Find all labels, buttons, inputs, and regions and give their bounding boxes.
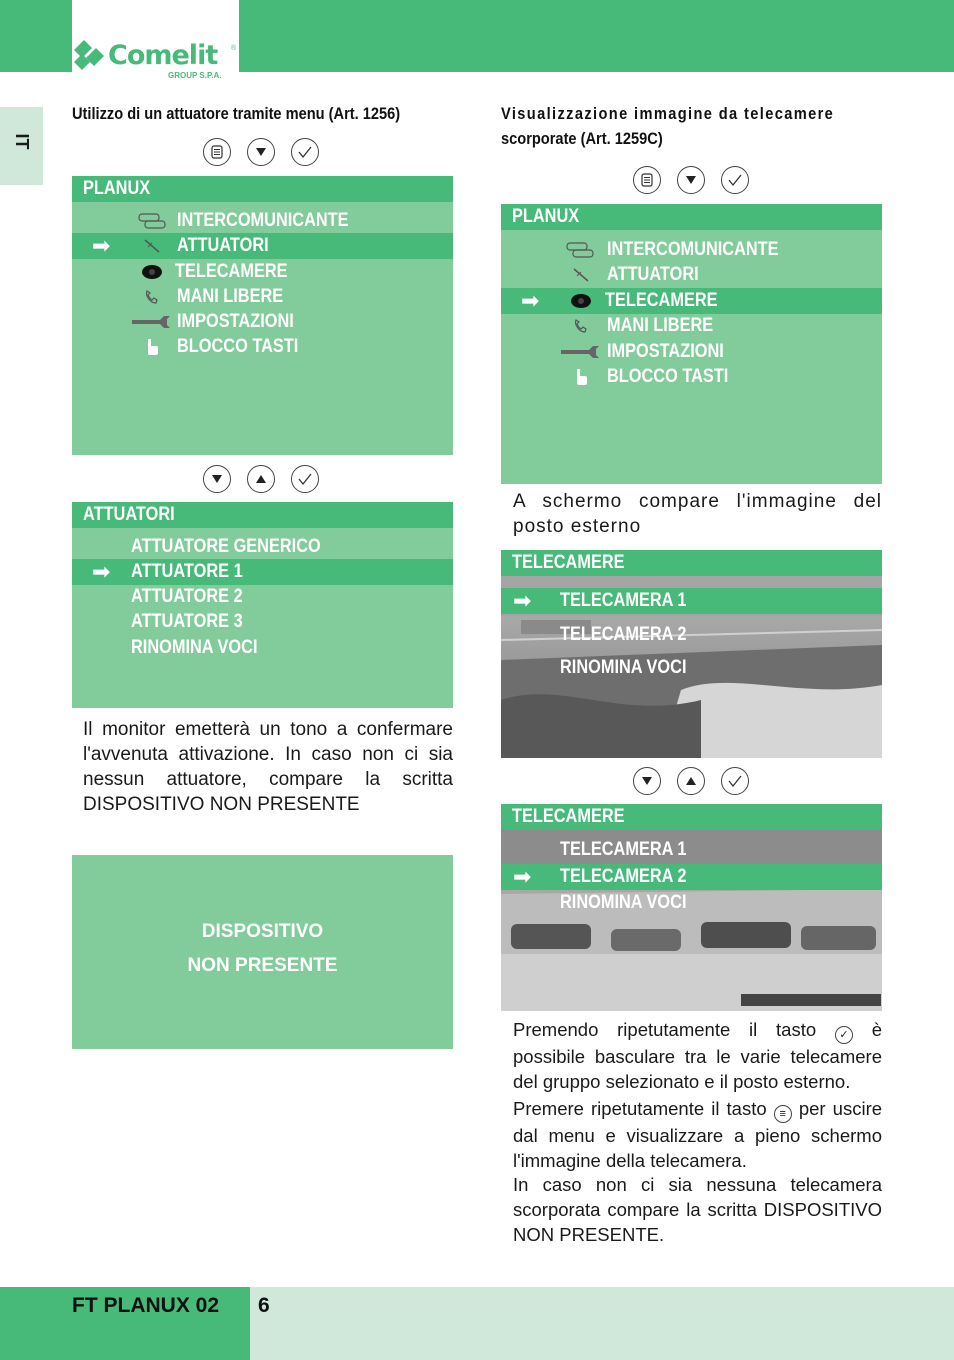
screen-title: PLANUX xyxy=(83,178,151,199)
menu-item-label: RINOMINA VOCI xyxy=(560,892,687,913)
menu-item-label: IMPOSTAZIONI xyxy=(607,341,724,362)
screen-title: ATTUATORI xyxy=(83,504,175,525)
hand-icon xyxy=(144,338,160,356)
nav-icons-group-4 xyxy=(633,767,749,795)
menu-item-blocco-tasti[interactable] xyxy=(501,364,882,390)
right-paragraph-1: A schermo compare l'immagine del posto esterno xyxy=(513,491,882,537)
comelit-logo-icon xyxy=(72,40,108,72)
check-icon xyxy=(721,767,749,795)
planux-menu-screen-right xyxy=(501,204,882,484)
footer-title: FT PLANUX 02 xyxy=(72,1294,220,1317)
menu-item-mani-libere[interactable] xyxy=(72,284,453,310)
wrench-icon xyxy=(559,343,601,361)
right-paragraph-2 xyxy=(513,1017,882,1094)
menu-item-telecamera-2[interactable] xyxy=(501,864,882,890)
left-heading: Utilizzo di un attuatore tramite menu (Art. 1256) xyxy=(72,104,401,123)
menu-item-label: TELECAMERE xyxy=(605,290,718,311)
camera-icon xyxy=(140,263,164,281)
dispositivo-non-presente-screen xyxy=(72,855,453,1049)
menu-icon: ≡ xyxy=(774,1105,792,1123)
menu-item-label: RINOMINA VOCI xyxy=(560,657,687,678)
menu-item-label: ATTUATORE 1 xyxy=(131,561,243,582)
screen-message-line2: NON PRESENTE xyxy=(187,955,338,976)
menu-item-label: TELECAMERA 1 xyxy=(560,839,687,860)
menu-item-attuatore-2[interactable] xyxy=(72,584,453,610)
screen-title: TELECAMERE xyxy=(512,552,625,573)
screen-title-bar xyxy=(72,176,453,202)
menu-item-label: ATTUATORE GENERICO xyxy=(131,536,321,557)
down-arrow-icon xyxy=(203,465,231,493)
menu-item-label: ATTUATORE 2 xyxy=(131,586,243,607)
telecamere-screen-1 xyxy=(501,550,882,758)
paragraph-text: Premere ripetutamente il tasto xyxy=(513,1098,767,1119)
attuatori-screen xyxy=(72,502,453,708)
menu-item-telecamere[interactable] xyxy=(501,288,882,314)
right-heading-line2: scorporate (Art. 1259C) xyxy=(501,129,663,148)
down-arrow-icon xyxy=(247,138,275,166)
intercom-icon xyxy=(136,212,168,230)
menu-item-label: INTERCOMUNICANTE xyxy=(607,239,779,260)
down-arrow-icon xyxy=(677,166,705,194)
hand-icon xyxy=(573,368,589,386)
menu-item-blocco-tasti[interactable] xyxy=(72,334,453,360)
menu-item-telecamera-2[interactable] xyxy=(501,622,882,648)
screen-title-bar xyxy=(72,502,453,528)
footer-band-right xyxy=(250,1287,954,1360)
screen-title-bar xyxy=(501,204,882,230)
screen-title: PLANUX xyxy=(512,206,580,227)
handsfree-icon xyxy=(571,317,591,335)
up-arrow-icon xyxy=(677,767,705,795)
actuator-icon xyxy=(142,237,162,255)
left-paragraph: Il monitor emetterà un tono a confermare l'avvenuta attivazione. In caso non ci sia nessun attuatore, compare la scritta DISPOSITIVO NON PRESENTE xyxy=(83,719,453,815)
paragraph-text: per uscire dal menu e visualizzare a pieno schermo l'immagine della telecamera. xyxy=(513,1098,883,1171)
menu-icon xyxy=(203,138,231,166)
down-arrow-icon xyxy=(633,767,661,795)
telecamere-screen-2 xyxy=(501,804,882,1011)
menu-item-rinomina-voci[interactable] xyxy=(501,890,882,916)
camera-image xyxy=(501,550,882,758)
menu-item-label: BLOCCO TASTI xyxy=(607,366,729,387)
brand-subtitle: GROUP S.P.A. xyxy=(168,71,222,80)
check-icon xyxy=(291,138,319,166)
selection-arrow-icon: ➡ xyxy=(92,559,111,584)
up-arrow-icon xyxy=(247,465,275,493)
menu-item-rinomina-voci[interactable] xyxy=(72,635,453,661)
menu-item-label: MANI LIBERE xyxy=(177,286,284,307)
menu-item-label: ATTUATORI xyxy=(607,264,699,285)
menu-item-attuatore-generico[interactable] xyxy=(72,534,453,560)
menu-item-label: ATTUATORE 3 xyxy=(131,611,243,632)
menu-item-intercomunicante[interactable] xyxy=(72,208,453,234)
menu-item-attuatore-1[interactable] xyxy=(72,559,453,585)
menu-item-telecamera-1[interactable] xyxy=(501,837,882,863)
selection-arrow-icon: ➡ xyxy=(513,864,532,889)
paragraph-text: è possibile basculare tra le varie telecamere del gruppo selezionato e il posto esterno. xyxy=(513,1019,882,1092)
check-icon xyxy=(291,465,319,493)
menu-item-attuatori[interactable] xyxy=(501,262,882,288)
screen-title-bar xyxy=(501,804,882,830)
wrench-icon xyxy=(130,313,172,331)
selection-arrow-icon: ➡ xyxy=(513,588,532,613)
intercom-icon xyxy=(564,241,596,259)
screen-title: TELECAMERE xyxy=(512,806,625,827)
registered-mark: ® xyxy=(231,45,237,52)
menu-item-label: TELECAMERA 2 xyxy=(560,624,687,645)
menu-item-label: BLOCCO TASTI xyxy=(177,336,299,357)
camera-icon xyxy=(569,292,593,310)
planux-menu-screen-left xyxy=(72,176,453,455)
check-icon: ✓ xyxy=(835,1026,853,1044)
menu-item-label: ATTUATORI xyxy=(177,235,269,256)
language-tab xyxy=(0,107,43,185)
menu-item-telecamere[interactable] xyxy=(72,259,453,285)
menu-item-label: RINOMINA VOCI xyxy=(131,637,258,658)
selection-arrow-icon: ➡ xyxy=(92,233,111,258)
menu-item-mani-libere[interactable] xyxy=(501,313,882,339)
selection-arrow-icon: ➡ xyxy=(521,288,540,313)
nav-icons-group-2 xyxy=(203,465,319,493)
nav-icons-group-3 xyxy=(633,166,749,194)
right-heading-line1: Visualizzazione immagine da telecamere xyxy=(501,104,835,123)
menu-item-impostazioni[interactable] xyxy=(72,309,453,335)
paragraph-text: Premendo ripetutamente il tasto xyxy=(513,1019,817,1040)
header-band-right xyxy=(239,0,954,72)
brand-name: Comelit xyxy=(108,40,218,71)
menu-item-intercomunicante[interactable] xyxy=(501,237,882,263)
header-band-left xyxy=(0,0,72,72)
menu-item-telecamera-1[interactable] xyxy=(501,588,882,614)
language-tab-label: IT xyxy=(12,133,32,150)
page-number: 6 xyxy=(258,1294,270,1317)
menu-item-attuatore-3[interactable] xyxy=(72,609,453,635)
nav-icons-group-1 xyxy=(203,138,319,166)
menu-item-label: IMPOSTAZIONI xyxy=(177,311,294,332)
right-paragraph-3 xyxy=(513,1096,882,1173)
actuator-icon xyxy=(571,266,591,284)
right-paragraph-4: In caso non ci sia nessuna telecamera scorporata compare la scritta DISPOSITIVO NON PRESENTE. xyxy=(513,1174,882,1245)
handsfree-icon xyxy=(142,288,162,306)
menu-icon xyxy=(633,166,661,194)
menu-item-label: INTERCOMUNICANTE xyxy=(177,210,349,231)
check-icon xyxy=(721,166,749,194)
menu-item-rinomina-voci[interactable] xyxy=(501,655,882,681)
menu-item-label: TELECAMERA 1 xyxy=(560,590,687,611)
menu-item-label: MANI LIBERE xyxy=(607,315,714,336)
menu-item-attuatori[interactable] xyxy=(72,233,453,259)
screen-title-bar xyxy=(501,550,882,576)
menu-item-impostazioni[interactable] xyxy=(501,339,882,365)
screen-message-line1: DISPOSITIVO xyxy=(201,921,324,942)
menu-item-label: TELECAMERA 2 xyxy=(560,866,687,887)
menu-item-label: TELECAMERE xyxy=(175,261,288,282)
